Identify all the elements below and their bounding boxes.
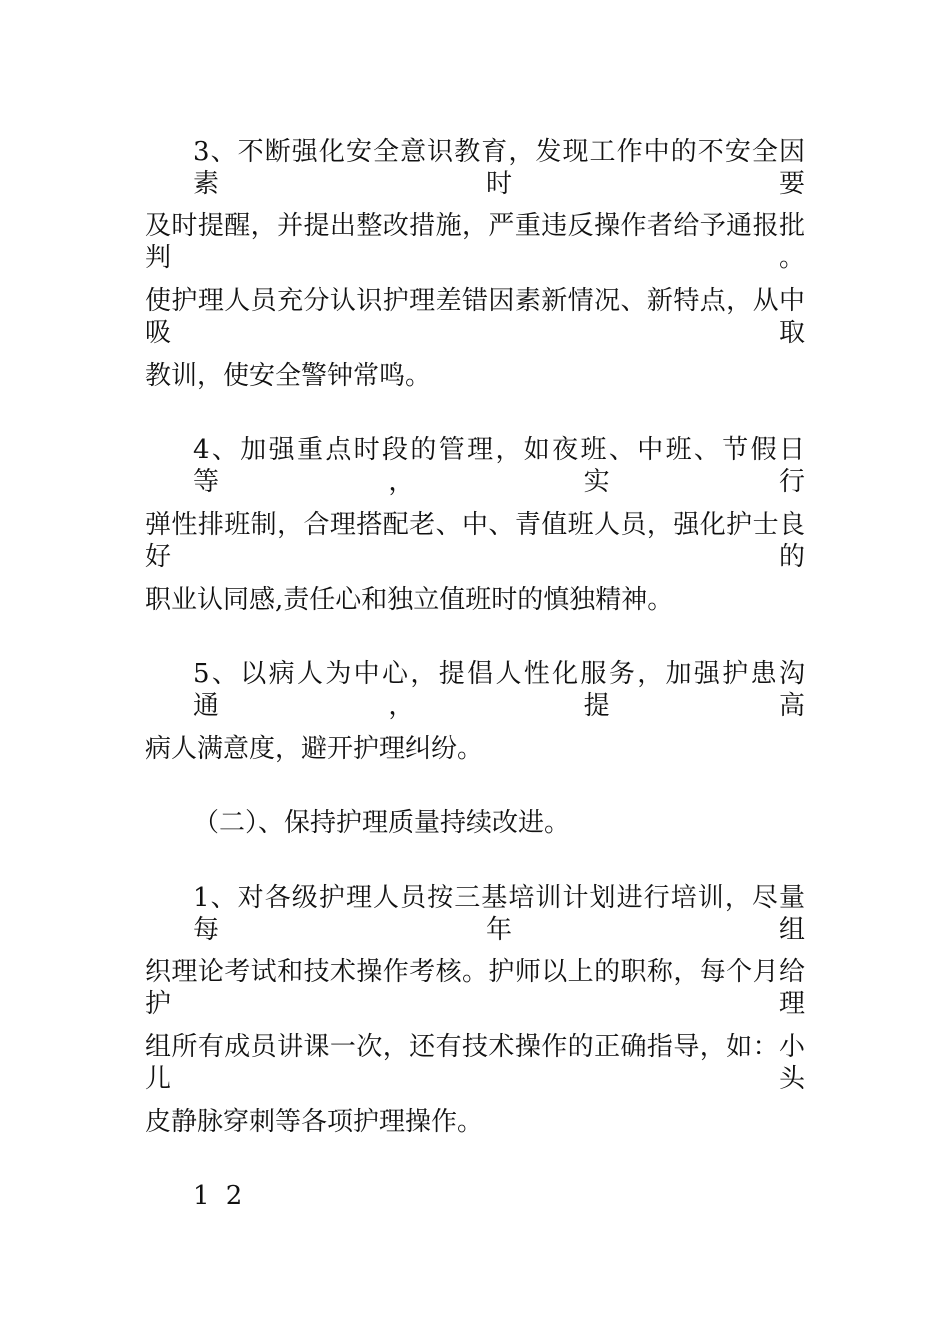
- paragraph-3-line-3: 使护理人员充分认识护理差错因素新情况、新特点，从中吸取: [145, 286, 805, 348]
- paragraph-3-line-4: 教训，使安全警钟常鸣。: [145, 361, 432, 391]
- paragraph-4-line-3: 职业认同感,责任心和独立值班时的慎独精神。: [145, 585, 674, 615]
- paragraph-5-line-2: 病人满意度，避开护理纠纷。: [145, 734, 484, 764]
- paragraph-4-line-2: 弹性排班制，合理搭配老、中、青值班人员，强化护士良好的: [145, 510, 805, 572]
- paragraph-4-line-1: 4、加强重点时段的管理，如夜班、中班、节假日等，实行: [193, 435, 805, 497]
- paragraph-1-line-1: 1、对各级护理人员按三基培训计划进行培训，尽量每年组: [193, 883, 805, 945]
- paragraph-1-line-4: 皮静脉穿刺等各项护理操作。: [145, 1107, 484, 1137]
- paragraph-3-line-2: 及时提醒，并提出整改措施，严重违反操作者给予通报批判。: [145, 211, 805, 273]
- paragraph-1-line-3: 组所有成员讲课一次，还有技术操作的正确指导，如：小儿头: [145, 1032, 805, 1094]
- paragraph-1-line-2: 织理论考试和技术操作考核。护师以上的职称，每个月给护理: [145, 957, 805, 1019]
- paragraph-3-line-1: 3、不断强化安全意识教育，发现工作中的不安全因素时要: [193, 137, 805, 199]
- page-number: 1 2: [193, 1181, 247, 1211]
- section-heading: （二）、保持护理质量持续改进。: [193, 808, 571, 838]
- paragraph-5-line-1: 5、以病人为中心，提倡人性化服务，加强护患沟通，提高: [193, 659, 805, 721]
